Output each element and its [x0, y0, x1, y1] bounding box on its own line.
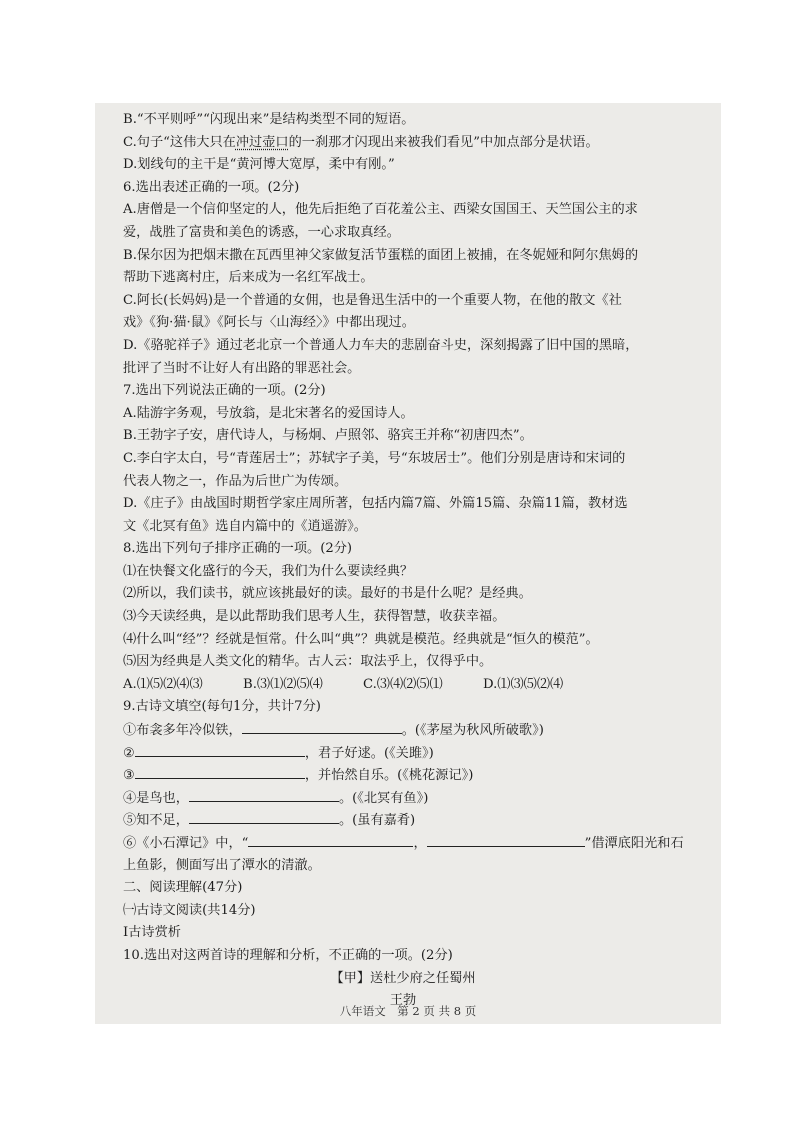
question-9: 9.古诗文填空(每句1分，共计7分)	[123, 699, 321, 715]
question-10: 10.选出对这两首诗的理解和分析，不正确的一项。(2分)	[123, 947, 453, 963]
q6-option-a: A.唐僧是一个信仰坚定的人，他先后拒绝了百花羞公主、西梁女国国王、天竺国公主的求	[123, 202, 638, 218]
sentence-5: ⑸因为经典是人类文化的精华。古人云：取法乎上，仅得乎中。	[123, 654, 493, 670]
answer-blank[interactable]	[248, 832, 413, 847]
option-c-line	[123, 132, 721, 155]
dotted-phrase: 冲过壶口	[235, 134, 289, 150]
q7-option-c: C.李白字太白，号“青莲居士”；苏轼字子美，号“东坡居士”。他们分别是唐诗和宋词的	[123, 450, 626, 466]
q6-option-a-cont: 爱，战胜了富贵和美色的诱惑，一心求取真经。	[123, 224, 400, 240]
sentence-1: ⑴在快餐文化盛行的今天，我们为什么要读经典？	[123, 563, 414, 579]
fill-6	[123, 832, 721, 855]
answer-blank[interactable]	[189, 809, 339, 824]
fill-5-text: ⑤知不足，	[123, 813, 189, 829]
q8-option-d: D.⑴⑶⑸⑵⑷	[483, 676, 564, 692]
answer-blank[interactable]	[242, 719, 402, 734]
fill-6-comma: ，	[413, 836, 427, 851]
q7-option-b: B.王勃字子安，唐代诗人，与杨炯、卢照邻、骆宾王并称“初唐四杰”。	[123, 428, 533, 444]
answer-blank[interactable]	[135, 764, 305, 779]
section-2-title: 二、阅读理解(47分)	[123, 880, 243, 896]
fill-3	[123, 764, 721, 787]
answer-blank[interactable]	[135, 742, 305, 757]
q6-option-b-cont: 帮助下逃离村庄，后来成为一名红军战士。	[123, 270, 374, 286]
fill-2-num: ②	[123, 745, 135, 761]
sentence-4: ⑷什么叫“经”？经就是恒常。什么叫“典”？典就是模范。经典就是“恒久的模范”。	[123, 631, 599, 647]
answer-blank[interactable]	[427, 832, 585, 847]
fill-2	[123, 742, 721, 765]
q8-option-b: B.⑶⑴⑵⑸⑷	[243, 676, 323, 692]
fill-4	[123, 787, 721, 810]
q7-option-d: D.《庄子》由战国时期哲学家庄周所著，包括内篇7篇、外篇15篇、杂篇11篇，教材选	[123, 496, 628, 512]
answer-blank[interactable]	[189, 787, 339, 802]
fill-4-source: 。(《北冥有鱼》)	[338, 790, 429, 806]
fill-3-num: ③	[123, 768, 135, 784]
fill-6-text: ⑥《小石潭记》中，“	[123, 836, 249, 851]
q6-option-d: D.《骆驼祥子》通过老北京一个普通人力车夫的悲剧奋斗史，深刻揭露了旧中国的黑暗，	[123, 337, 639, 353]
q6-option-d-cont: 批评了当时不让好人有出路的罪恶社会。	[123, 360, 361, 376]
q7-option-a: A.陆游字务观，号放翁，是北宋著名的爱国诗人。	[123, 405, 414, 421]
option-c-text-end: 的一刹那才闪现出来被我们看见”中加点部分是状语。	[288, 134, 599, 150]
section-2a1-title: Ⅰ古诗赏析	[123, 925, 181, 941]
q6-option-c: C.阿长(长妈妈)是一个普通的女佣，也是鲁迅生活中的一个重要人物，在他的散文《社	[123, 292, 622, 308]
q8-options	[123, 674, 721, 697]
q8-option-c: C.⑶⑷⑵⑸⑴	[363, 676, 443, 692]
fill-6-cont: 上鱼影，侧面写出了潭水的清澈。	[123, 857, 321, 873]
page-footer: 八年语文 第 2 页 共 8 页	[339, 1004, 477, 1018]
q6-option-b: B.保尔因为把烟末撒在瓦西里神父家做复活节蛋糕的面团上被捕，在冬妮娅和阿尔焦姆的	[123, 247, 639, 263]
fill-6-text-end: ”借潭底阳光和石	[584, 836, 684, 851]
option-b-line: B.“不平则呼”“闪现出来”是结构类型不同的短语。	[123, 112, 415, 127]
sentence-2: ⑵所以，我们读书，就应该挑最好的读。最好的书是什么呢？是经典。	[123, 586, 532, 602]
poem-author: 王勃	[389, 993, 417, 1009]
sentence-3: ⑶今天读经典，是以此帮助我们思考人生，获得智慧，收获幸福。	[123, 609, 506, 625]
option-d-line: D.划线句的主干是“黄河博大宽厚，柔中有刚。”	[123, 157, 395, 173]
exam-content	[123, 109, 721, 1013]
fill-3-source: ，并怡然自乐。(《桃花源记》)	[304, 768, 474, 784]
q6-option-c-cont: 戏》《狗·猫·鼠》《阿长与〈山海经〉》中都出现过。	[123, 315, 415, 331]
q7-option-d-cont: 文《北冥有鱼》选自内篇中的《逍遥游》。	[123, 518, 367, 534]
exam-page	[95, 103, 721, 1024]
question-6: 6.选出表述正确的一项。(2分)	[123, 179, 300, 195]
poem-title: 【甲】送杜少府之任蜀州	[330, 970, 476, 986]
fill-5	[123, 809, 721, 832]
fill-1-text: ①布衾多年冷似铁，	[123, 723, 242, 739]
fill-4-text: ④是鸟也，	[123, 790, 189, 806]
fill-5-source: 。(虽有嘉肴)	[338, 813, 416, 829]
fill-1	[123, 719, 721, 742]
option-c-text: C.句子“这伟大只在	[123, 134, 236, 150]
section-2a-title: ㈠古诗文阅读(共14分)	[123, 902, 256, 918]
question-7: 7.选出下列说法正确的一项。(2分)	[123, 383, 326, 399]
q8-option-a: A.⑴⑸⑵⑷⑶	[123, 676, 203, 692]
question-8: 8.选出下列句子排序正确的一项。(2分)	[123, 541, 353, 557]
fill-2-source: ，君子好逑。(《关雎》)	[304, 745, 434, 761]
fill-1-source: 。(《茅屋为秋风所破歌》)	[401, 723, 544, 739]
q7-option-c-cont: 代表人物之一，作品为后世广为传颂。	[123, 473, 348, 489]
